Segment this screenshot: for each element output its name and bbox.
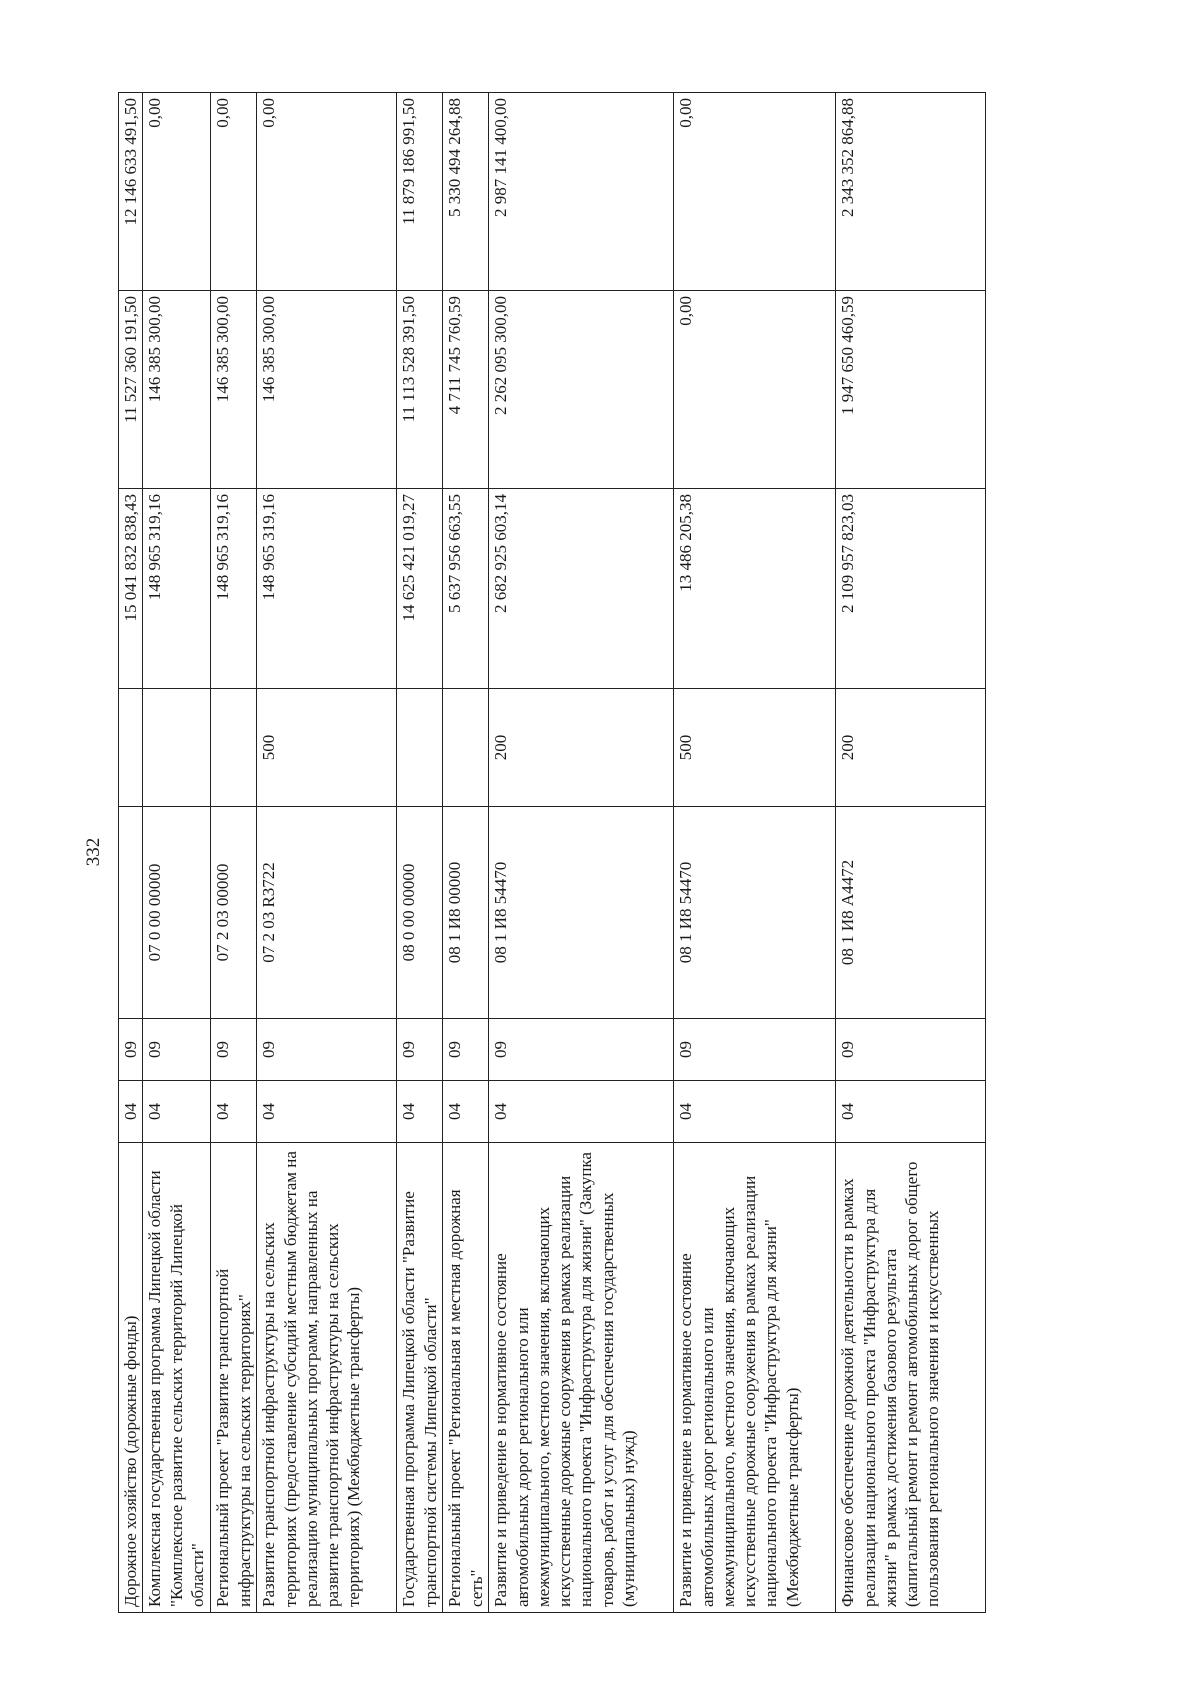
row-amount-3: 2 987 141 400,00 [489, 93, 674, 291]
row-subsection: 09 [143, 1019, 211, 1081]
budget-table-body [119, 93, 986, 1613]
row-subsection: 09 [397, 1019, 443, 1081]
row-subsection: 09 [119, 1019, 143, 1081]
row-name: Комплексная государственная программа Липецкой области "Комплексное развитие сельских территорий Липецкой области" [143, 1143, 211, 1613]
row-amount-1: 2 109 957 823,03 [836, 489, 986, 689]
row-amount-2: 146 385 300,00 [211, 291, 257, 489]
row-name: Дорожное хозяйство (дорожные фонды) [119, 1143, 143, 1613]
row-amount-3: 0,00 [211, 93, 257, 291]
row-amount-1: 14 625 421 019,27 [397, 489, 443, 689]
row-target-code: 07 2 03 R3722 [257, 807, 397, 1019]
row-subsection: 09 [211, 1019, 257, 1081]
row-name: Финансовое обеспечение дорожной деятельности в рамках реализации национального проекта "Инфраструктура для жизни" в рамках достижения базового результата (капитальный ремонт и ремонт автомобильных дорог общего пользования регионального значения и искусственных [836, 1143, 986, 1613]
row-expense-type [397, 689, 443, 807]
page-number: 332 [83, 837, 104, 867]
row-name: Региональный проект "Региональная и местная дорожная сеть" [443, 1143, 489, 1613]
row-section: 04 [443, 1081, 489, 1143]
row-amount-1: 5 637 956 663,55 [443, 489, 489, 689]
row-amount-3: 11 879 186 991,50 [397, 93, 443, 291]
row-amount-1: 2 682 925 603,14 [489, 489, 674, 689]
row-section: 04 [836, 1081, 986, 1143]
table-row [489, 93, 674, 1613]
row-amount-2: 1 947 650 460,59 [836, 291, 986, 489]
table-row [397, 93, 443, 1613]
row-name: Региональный проект "Развитие транспортной инфраструктуры на сельских территориях" [211, 1143, 257, 1613]
row-target-code: 08 1 И8 54470 [674, 807, 836, 1019]
row-amount-2: 11 113 528 391,50 [397, 291, 443, 489]
row-name: Государственная программа Липецкой области "Развитие транспортной системы Липецкой области" [397, 1143, 443, 1613]
row-target-code: 08 0 00 00000 [397, 807, 443, 1019]
row-amount-3: 12 146 633 491,50 [119, 93, 143, 291]
row-section: 04 [674, 1081, 836, 1143]
row-name: Развитие и приведение в нормативное состояние автомобильных дорог регионального или межмуниципального, местного значения, включающих искусственные дорожные сооружения в рамках реализации национального проекта "Инфраструктура для жизни" (Закупка товаров, работ и услуг для обеспечения государственных (муниципальных) нужд) [489, 1143, 674, 1613]
row-amount-2: 146 385 300,00 [143, 291, 211, 489]
row-amount-3: 0,00 [257, 93, 397, 291]
row-expense-type [119, 689, 143, 807]
row-section: 04 [489, 1081, 674, 1143]
row-amount-3: 5 330 494 264,88 [443, 93, 489, 291]
row-expense-type [443, 689, 489, 807]
budget-table-container [118, 93, 1103, 1613]
row-amount-1: 13 486 205,38 [674, 489, 836, 689]
table-row [674, 93, 836, 1613]
row-amount-2: 0,00 [674, 291, 836, 489]
row-target-code: 08 1 И8 00000 [443, 807, 489, 1019]
row-expense-type [211, 689, 257, 807]
table-row [443, 93, 489, 1613]
row-subsection: 09 [257, 1019, 397, 1081]
row-target-code: 08 1 И8 А4472 [836, 807, 986, 1019]
row-name: Развитие и приведение в нормативное состояние автомобильных дорог регионального или межмуниципального, местного значения, включающих искусственные дорожные сооружения в рамках реализации национального проекта "Инфраструктура для жизни" (Межбюджетные трансферты) [674, 1143, 836, 1613]
row-amount-2: 146 385 300,00 [257, 291, 397, 489]
row-section: 04 [119, 1081, 143, 1143]
row-section: 04 [257, 1081, 397, 1143]
table-row [119, 93, 143, 1613]
row-amount-3: 0,00 [143, 93, 211, 291]
row-section: 04 [397, 1081, 443, 1143]
row-target-code [119, 807, 143, 1019]
row-amount-2: 4 711 745 760,59 [443, 291, 489, 489]
row-expense-type: 500 [674, 689, 836, 807]
row-amount-1: 148 965 319,16 [257, 489, 397, 689]
row-amount-3: 2 343 352 864,88 [836, 93, 986, 291]
row-section: 04 [211, 1081, 257, 1143]
row-name: Развитие транспортной инфраструктуры на сельских территориях (предоставление субсидий местным бюджетам на реализацию муниципальных программ, направленных на развитие транспортной инфраструктуры на сельских территориях) (Межбюджетные трансферты) [257, 1143, 397, 1613]
table-row [257, 93, 397, 1613]
budget-table [118, 92, 986, 1613]
row-subsection: 09 [443, 1019, 489, 1081]
table-row [143, 93, 211, 1613]
row-amount-1: 148 965 319,16 [143, 489, 211, 689]
row-amount-3: 0,00 [674, 93, 836, 291]
row-subsection: 09 [674, 1019, 836, 1081]
table-row [836, 93, 986, 1613]
row-expense-type: 200 [489, 689, 674, 807]
row-subsection: 09 [489, 1019, 674, 1081]
row-section: 04 [143, 1081, 211, 1143]
row-expense-type: 200 [836, 689, 986, 807]
row-amount-2: 2 262 095 300,00 [489, 291, 674, 489]
row-amount-1: 148 965 319,16 [211, 489, 257, 689]
table-row [211, 93, 257, 1613]
row-target-code: 07 2 03 00000 [211, 807, 257, 1019]
row-amount-2: 11 527 360 191,50 [119, 291, 143, 489]
row-amount-1: 15 041 832 838,43 [119, 489, 143, 689]
row-target-code: 07 0 00 00000 [143, 807, 211, 1019]
row-subsection: 09 [836, 1019, 986, 1081]
row-expense-type: 500 [257, 689, 397, 807]
row-target-code: 08 1 И8 54470 [489, 807, 674, 1019]
row-expense-type [143, 689, 211, 807]
